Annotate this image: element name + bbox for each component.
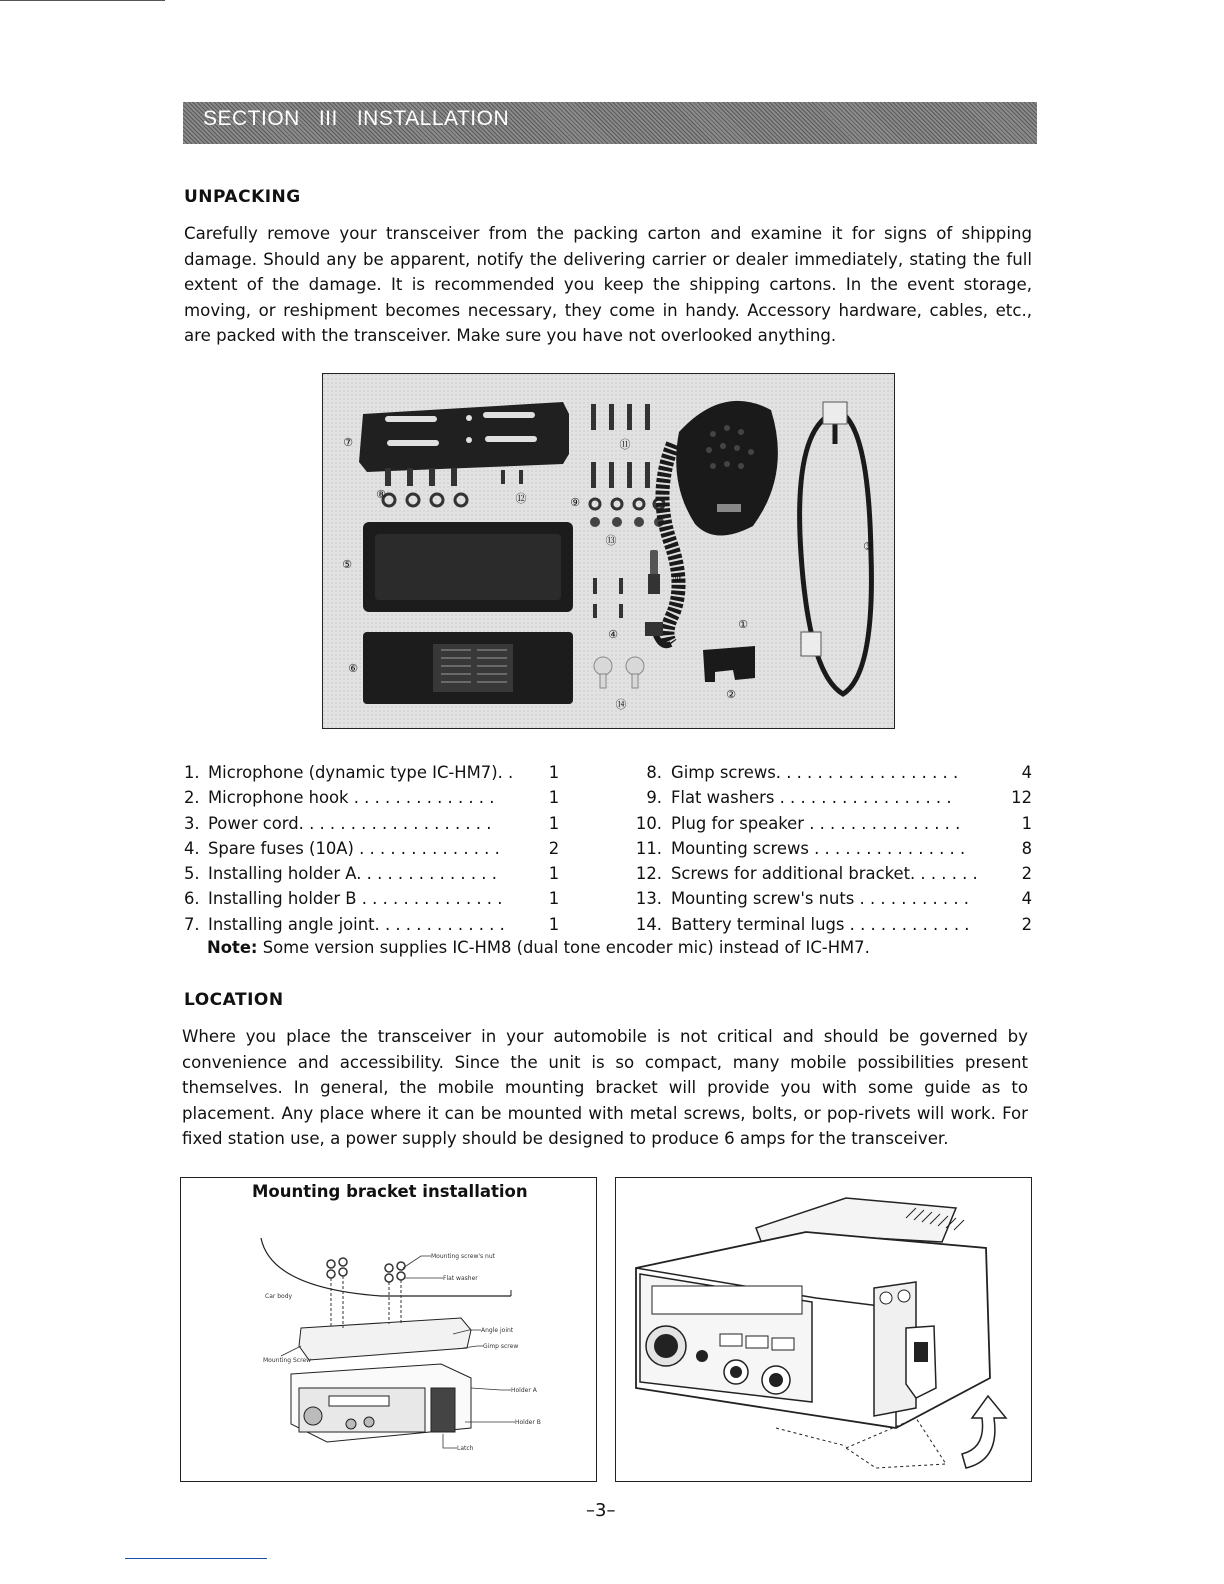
item-name: Power cord. . . . . . . . . . . . . . . . . . . — [208, 813, 492, 833]
list-item — [632, 785, 1034, 810]
list-item — [184, 886, 570, 911]
item-name: Plug for speaker . . . . . . . . . . . . . . . — [671, 813, 961, 833]
screw-guides — [331, 1276, 401, 1328]
item-quantity: 1 — [548, 889, 560, 909]
item-number: 4. — [184, 838, 200, 858]
item-number: 8. — [646, 763, 662, 782]
list-item — [184, 785, 570, 810]
item-number: 1. — [184, 763, 200, 782]
angle-joint-drawing — [299, 1318, 471, 1360]
item-name: Installing holder B . . . . . . . . . . . . . . — [208, 889, 503, 909]
item-quantity: 1 — [548, 864, 560, 884]
list-item — [632, 912, 1034, 937]
item-number: 12. — [635, 864, 662, 884]
bottom-rule — [125, 1558, 267, 1559]
nuts-washers-drawing — [327, 1258, 405, 1282]
holder-b-part — [363, 632, 573, 704]
power-connector — [823, 402, 847, 424]
item-number: 5. — [184, 864, 200, 884]
callout-8: ⑧ — [376, 488, 386, 501]
item-quantity: 1 — [548, 763, 560, 782]
item-quantity: 4 — [1021, 889, 1032, 909]
label-angle-joint: Angle joint — [481, 1327, 514, 1334]
item-quantity: 1 — [548, 788, 560, 808]
parts-list-right — [632, 760, 1034, 937]
list-item — [184, 811, 570, 836]
callout-10: ⑩ — [672, 572, 682, 585]
transceiver-drawing — [291, 1364, 471, 1442]
note-line — [207, 938, 870, 957]
item-number: 6. — [184, 889, 200, 909]
item-name: Screws for additional bracket. . . . . . . — [671, 864, 978, 884]
list-item — [184, 861, 570, 886]
figure-title: Mounting bracket installation — [252, 1182, 528, 1201]
item-quantity: 1 — [548, 813, 560, 833]
item-name: Microphone hook . . . . . . . . . . . . . . — [208, 788, 495, 808]
item-name: Microphone (dynamic type IC-HM7). . — [208, 763, 514, 782]
item-quantity: 2 — [1021, 864, 1032, 884]
item-name: Gimp screws. . . . . . . . . . . . . . . . . . — [671, 763, 959, 782]
accessories-photo — [322, 373, 895, 729]
label-holder-a: Holder A — [511, 1387, 537, 1394]
callout-1: ① — [738, 618, 748, 631]
location-paragraph: Where you place the transceiver in your automobile is not critical and should be governed by convenience and accessibility. Since the unit is so compact, many mobile possibilities present themselves. In general, the mobile mounting bracket will provide you with some guide as to placement. Any place where it can be mounted with metal screws, bolts, or pop-rivets will work. For fixed station use, a power supply should be designed to produce 6 amps for the transceiver. — [182, 1027, 1028, 1148]
list-item — [632, 760, 1034, 785]
location-heading: LOCATION — [184, 990, 284, 1010]
top-rule — [0, 0, 165, 1]
label-washer: Flat washer — [443, 1275, 478, 1282]
item-quantity: 12 — [1011, 788, 1032, 808]
item-quantity: 4 — [1021, 763, 1032, 782]
section-header-bar — [183, 102, 1037, 144]
callout-13: ⑬ — [605, 534, 617, 547]
callout-6: ⑥ — [348, 662, 358, 675]
list-item — [184, 836, 570, 861]
item-number: 9. — [646, 788, 662, 808]
note-label: Note: — [207, 938, 258, 957]
item-name: Flat washers . . . . . . . . . . . . . . . . . — [671, 788, 952, 808]
item-name: Spare fuses (10A) . . . . . . . . . . . . . . — [208, 838, 500, 858]
mounted-transceiver-figure — [615, 1177, 1032, 1482]
list-item — [184, 760, 570, 785]
holder-a-part — [363, 522, 573, 612]
list-item — [184, 912, 570, 937]
item-quantity: 8 — [1021, 838, 1032, 858]
item-name: Battery terminal lugs . . . . . . . . . . . . — [671, 914, 970, 934]
item-number: 7. — [184, 914, 200, 934]
list-item — [632, 836, 1034, 861]
callout-14: ⑭ — [615, 698, 627, 711]
label-gimp-screw: Gimp screw — [483, 1343, 519, 1350]
unpacking-heading: UNPACKING — [184, 187, 301, 207]
label-latch: Latch — [457, 1445, 474, 1452]
list-item — [632, 811, 1034, 836]
callout-2: ② — [726, 688, 736, 701]
item-number: 3. — [184, 813, 200, 833]
item-quantity: 2 — [1021, 914, 1032, 934]
callout-12: ⑫ — [515, 492, 527, 505]
callout-7: ⑦ — [343, 436, 353, 449]
callout-4: ④ — [608, 628, 618, 641]
callout-5: ⑤ — [342, 558, 352, 571]
callout-11: ⑪ — [619, 438, 631, 451]
page-number: –3– — [586, 1500, 616, 1521]
item-quantity: 1 — [548, 914, 560, 934]
item-number: 11. — [635, 838, 662, 858]
item-quantity: 1 — [1021, 813, 1032, 833]
callout-3: ③ — [863, 540, 873, 553]
item-quantity: 2 — [548, 838, 560, 858]
item-number: 13. — [635, 889, 662, 909]
item-number: 10. — [635, 813, 662, 833]
radio-body-drawing — [636, 1198, 990, 1468]
item-name: Mounting screws . . . . . . . . . . . . . . . — [671, 838, 966, 858]
callout-9: ⑨ — [570, 496, 580, 509]
label-car-body: Car body — [265, 1293, 293, 1300]
angle-joint-part — [359, 402, 569, 472]
unpacking-paragraph: Carefully remove your transceiver from the packing carton and examine it for signs of shipping damage. Should any be apparent, notify the delivering carrier or dealer immediately, stating the full extent of the damage. It is recommended you keep the shipping cartons. In the event storage, moving, or reshipment becomes necessary, they come in handy. Accessory hardware, cables, etc., are packed with the transceiver. Make sure you have not overlooked anything. — [184, 224, 1032, 345]
item-name: Mounting screw's nuts . . . . . . . . . . . — [671, 889, 969, 909]
item-number: 2. — [184, 788, 200, 808]
label-holder-b: Holder B — [515, 1419, 541, 1426]
parts-list-left — [184, 760, 570, 937]
arrow-icon — [962, 1396, 1006, 1468]
fuse-holder — [801, 632, 821, 656]
car-body-outline — [261, 1238, 511, 1296]
label-mounting-screw: Mounting Screw — [263, 1357, 312, 1364]
mounting-bracket-figure — [180, 1177, 597, 1482]
note-text: Some version supplies IC-HM8 (dual tone encoder mic) instead of IC-HM7. — [257, 938, 870, 957]
item-name: Installing holder A. . . . . . . . . . . . . . — [208, 864, 497, 884]
label-nut: Mounting screw's nut — [431, 1253, 495, 1260]
item-number: 14. — [635, 914, 662, 934]
item-name: Installing angle joint. . . . . . . . . . . . . — [208, 914, 505, 934]
section-title: SECTION III INSTALLATION — [203, 107, 510, 130]
list-item — [632, 861, 1034, 886]
list-item — [632, 886, 1034, 911]
